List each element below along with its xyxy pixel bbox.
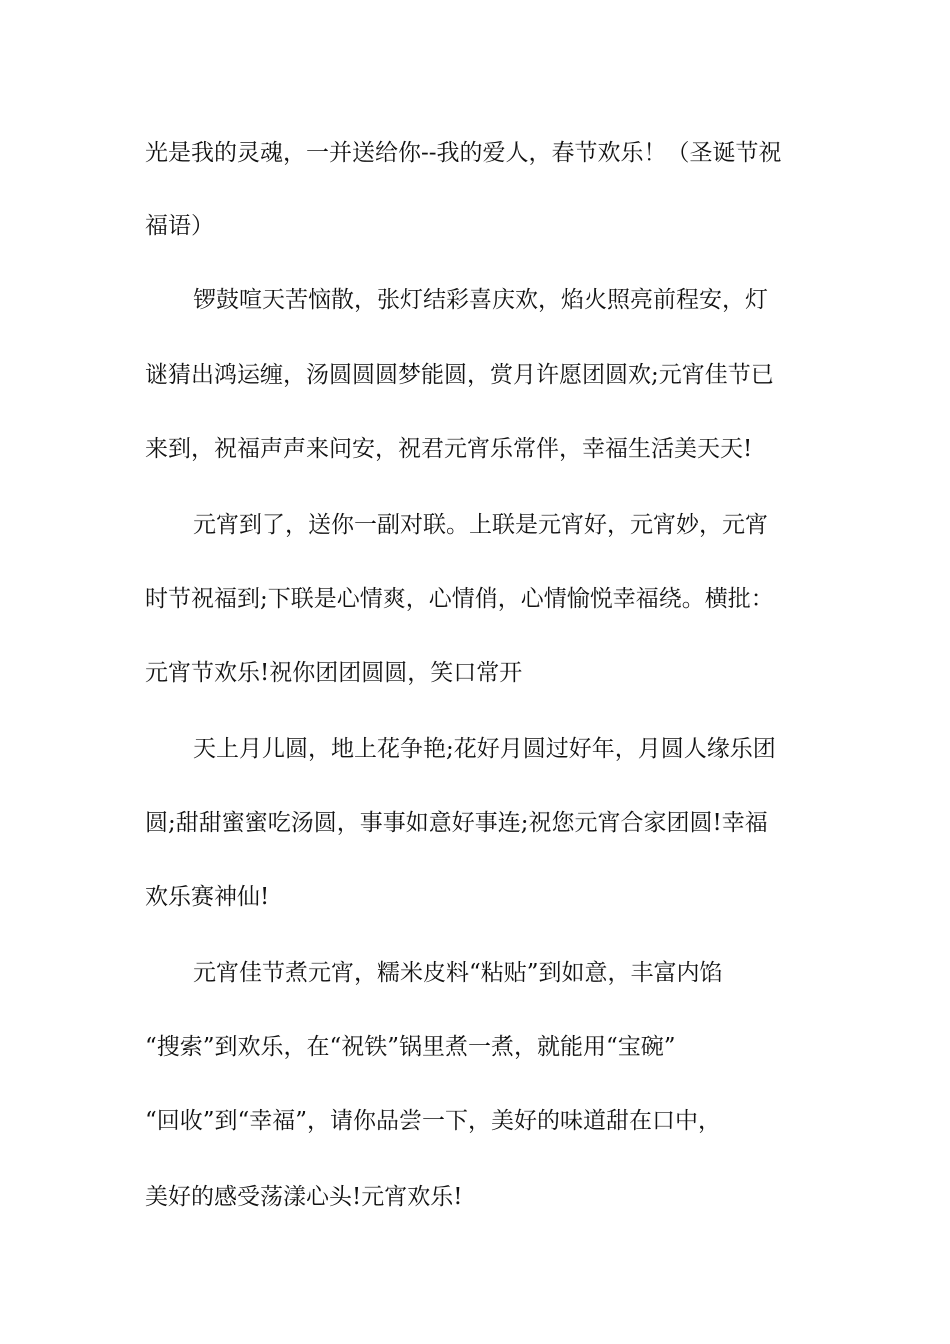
text-line: “搜索”到欢乐，在“祝铁”锅里煮一煮，就能用“宝碗” (145, 1034, 676, 1060)
text-line: 美好的感受荡漾心头!元宵欢乐! (145, 1184, 463, 1210)
text-line: 欢乐赛神仙! (145, 884, 270, 910)
text-line: 圆;甜甜蜜蜜吃汤圆，事事如意好事连;祝您元宵合家团圆!幸福 (145, 810, 768, 836)
text-line: 时节祝福到;下联是心情爽，心情俏，心情愉悦幸福绕。横批： (145, 586, 774, 612)
text-line: 光是我的灵魂，一并送给你--我的爱人，春节欢乐！（圣诞节祝 (145, 140, 782, 166)
text-line: “回收”到“幸福”，请你品尝一下，美好的味道甜在口中， (145, 1108, 722, 1134)
paragraph-start-line: 元宵到了，送你一副对联。上联是元宵好，元宵妙，元宵 (193, 512, 768, 538)
paragraph-start-line: 元宵佳节煮元宵，糯米皮料“粘贴”到如意，丰富内馅 (193, 960, 723, 986)
text-line: 元宵节欢乐!祝你团团圆圆，笑口常开 (145, 660, 523, 686)
paragraph-start-line: 锣鼓喧天苦恼散，张灯结彩喜庆欢，焰火照亮前程安，灯 (193, 287, 768, 313)
text-line: 福语） (145, 213, 214, 239)
text-line: 来到，祝福声声来问安，祝君元宵乐常伴，幸福生活美天天! (145, 436, 753, 462)
paragraph-start-line: 天上月儿圆，地上花争艳;花好月圆过好年，月圆人缘乐团 (193, 736, 776, 762)
text-line: 谜猜出鸿运缠，汤圆圆圆梦能圆，赏月许愿团圆欢;元宵佳节已 (145, 362, 774, 388)
